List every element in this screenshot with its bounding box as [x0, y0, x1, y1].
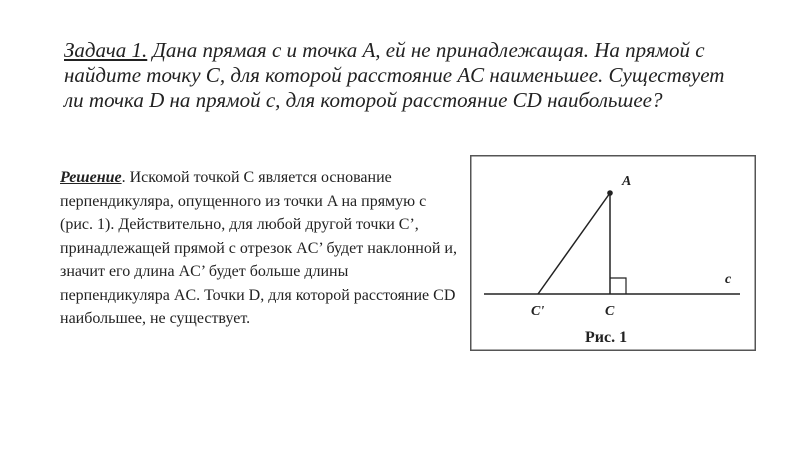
solution-label: Решение — [60, 169, 122, 186]
label-c: C — [605, 304, 615, 319]
task-label: Задача 1. — [64, 38, 148, 62]
label-line-c: c — [725, 272, 732, 287]
figure-1 — [470, 155, 756, 351]
figure-frame — [471, 156, 756, 351]
figure-svg — [470, 155, 756, 351]
solution-text: . Искомой точкой C является основание перпендикуляра, опущенного из точки A на прямую c (рис. 1). Действительно, для любой другой точки C’, принадлежащей прямой c отрезок AC’ будет наклонной и, значит его длина AC’ будет больше длины перпендикуляра AC. Точки D, для которой расстояние CD наибольшее, не существует. — [60, 169, 457, 327]
label-a: A — [622, 174, 632, 189]
figure-caption: Рис. 1 — [585, 329, 628, 346]
task-statement — [64, 38, 744, 113]
solution-text-block — [60, 166, 460, 331]
task-text: Дана прямая c и точка A, ей не принадлежащая. На прямой c найдите точку C, для которой расстояние AC наименьшее. Существует ли точка D на прямой c, для которой расстояние CD наибольшее? — [64, 38, 725, 112]
label-c-prime: C' — [531, 304, 545, 319]
point-a-dot — [607, 190, 613, 196]
